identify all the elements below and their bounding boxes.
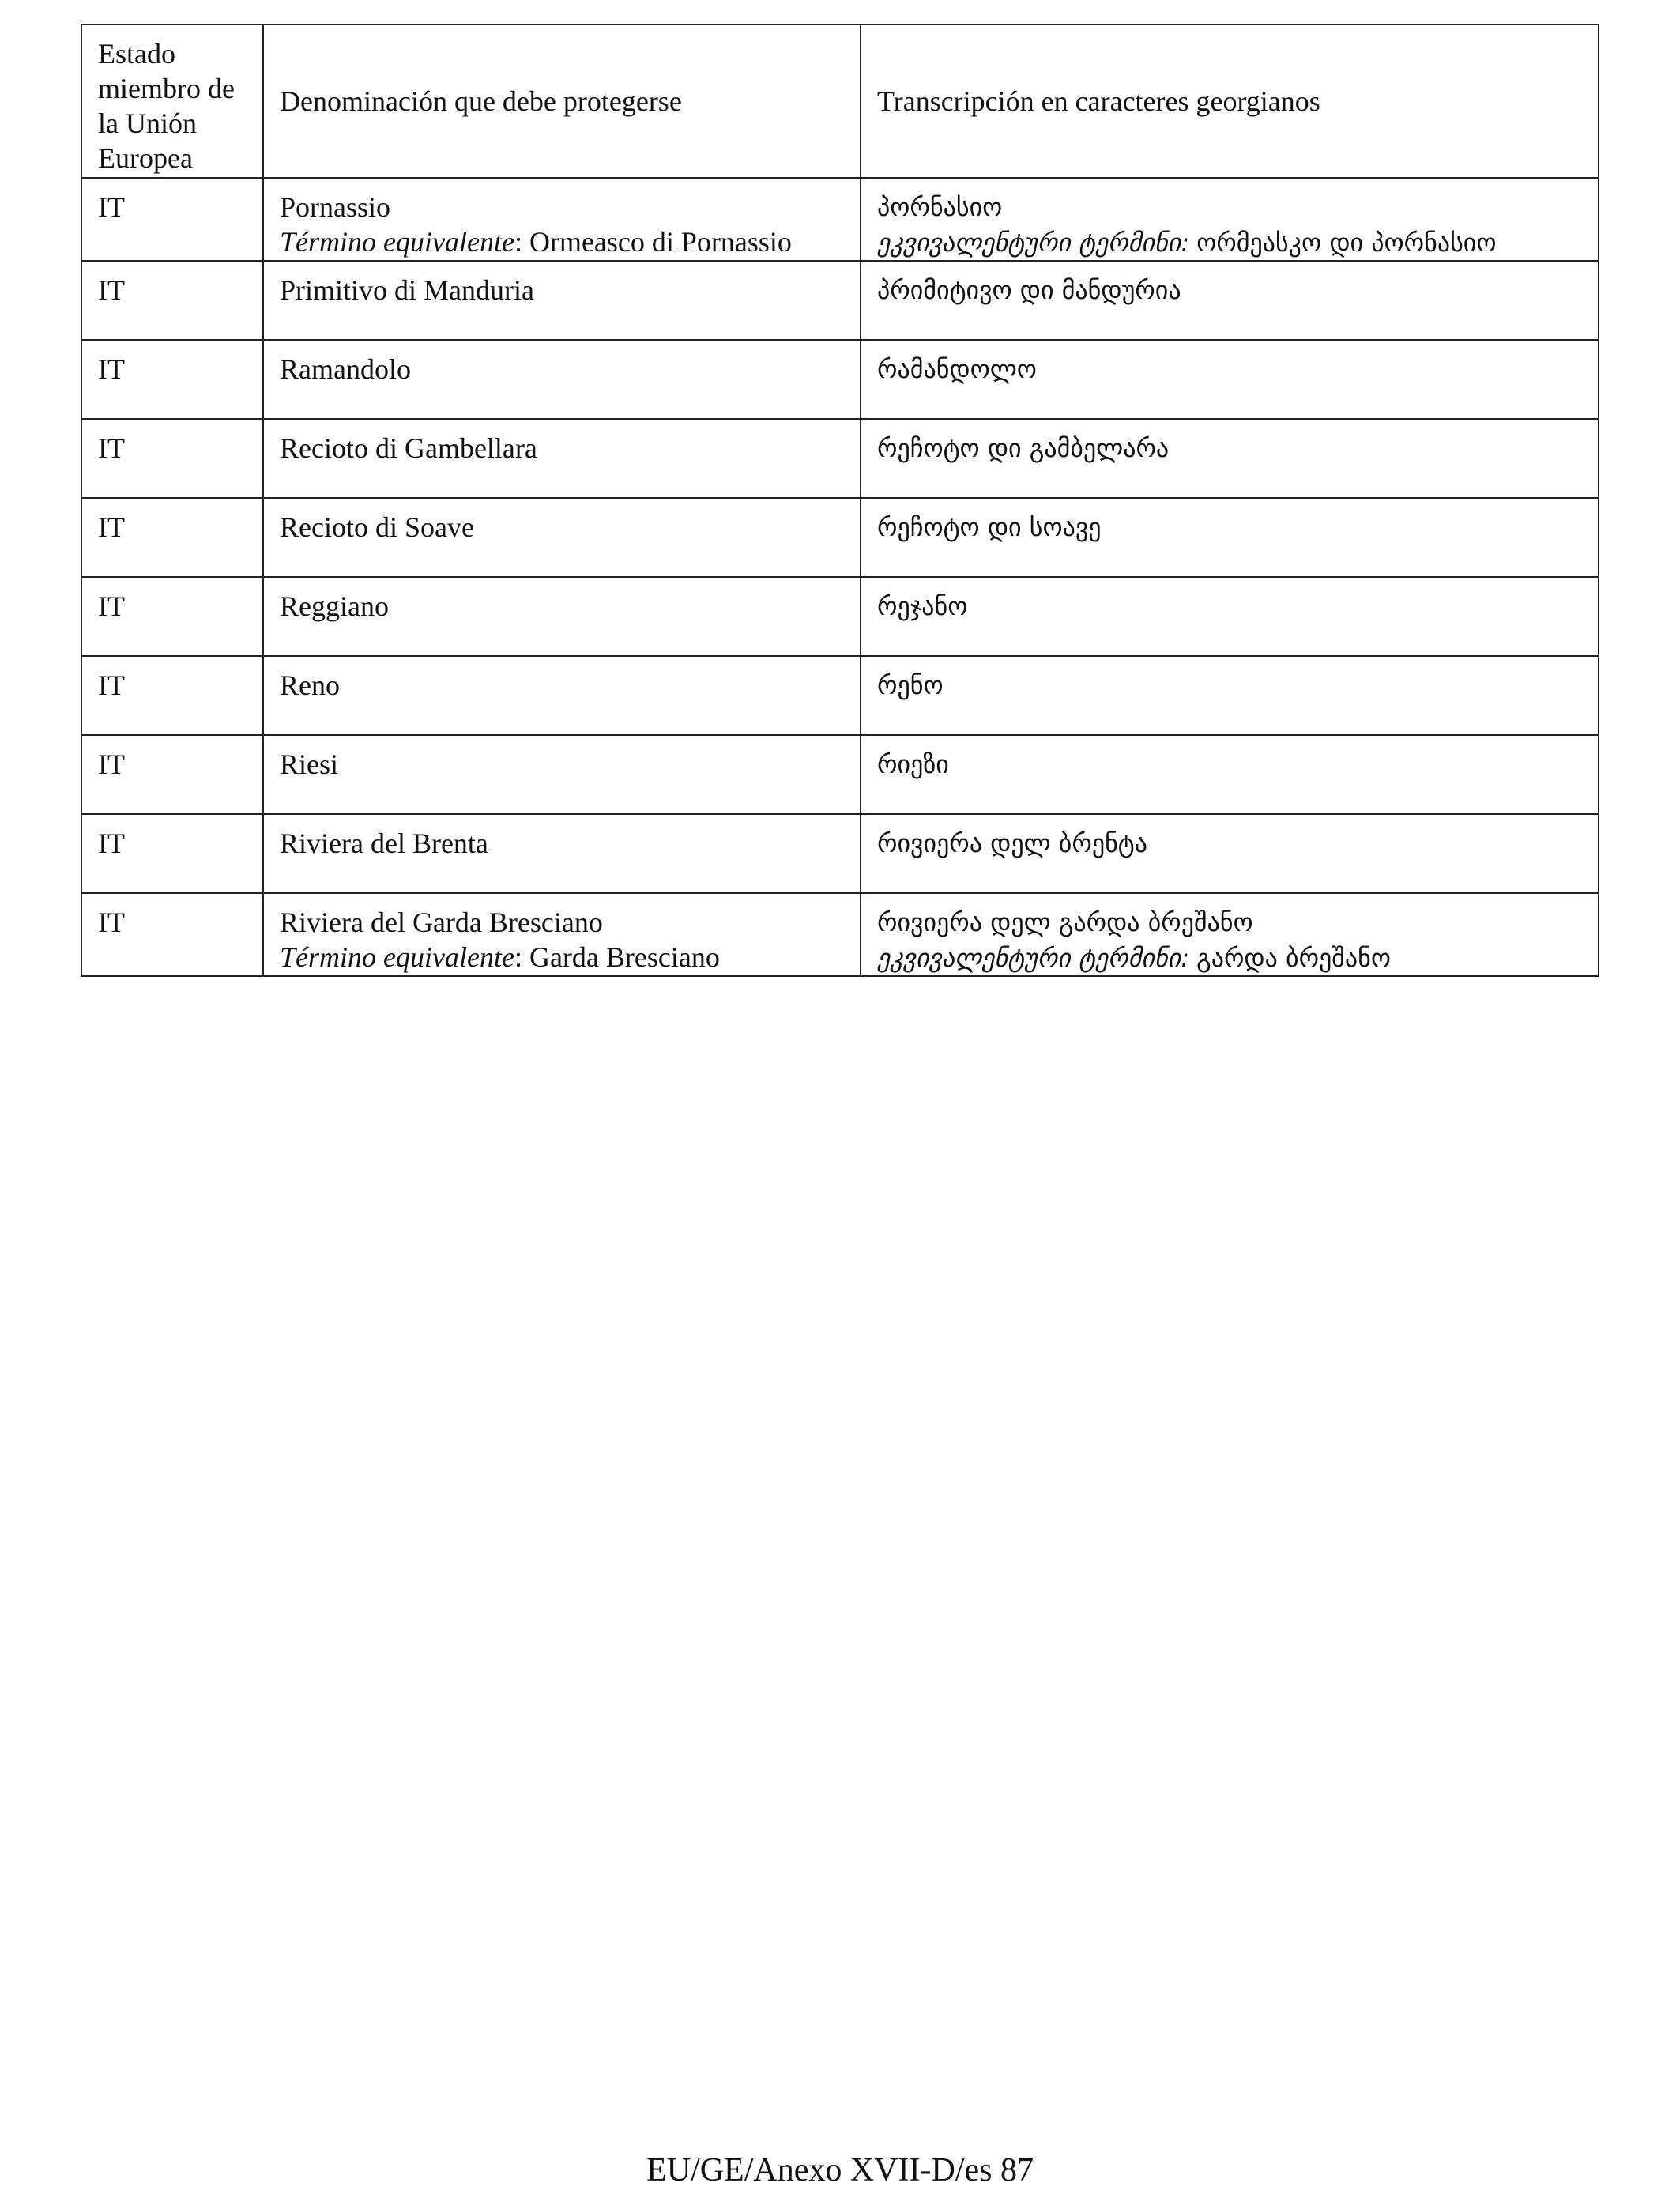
equivalent-line: Término equivalente: Ormeasco di Pornassio	[280, 226, 792, 258]
table-row	[81, 419, 1599, 498]
cell-transcription	[861, 178, 1599, 261]
cell-name: Reno	[263, 656, 861, 735]
cell-transcription	[861, 893, 1599, 976]
cell-state: IT	[81, 419, 263, 498]
cell-name: Riviera del Brenta	[263, 814, 861, 893]
denominations-table	[81, 24, 1599, 977]
cell-state: IT	[81, 340, 263, 419]
cell-name	[263, 893, 861, 976]
equivalent-label-ka: ეკვივალენტური ტერმინი:	[877, 228, 1190, 258]
cell-name: Ramandolo	[263, 340, 861, 419]
page-footer-reference: EU/GE/Anexo XVII-D/es 87	[646, 2152, 1034, 2188]
name-text: Pornassio	[280, 191, 391, 223]
name-text: Riviera del Garda Bresciano	[280, 907, 603, 938]
table-row	[81, 814, 1599, 893]
table-row	[81, 735, 1599, 814]
cell-name: Riesi	[263, 735, 861, 814]
equivalent-term: Ormeasco di Pornassio	[529, 226, 792, 258]
cell-name: Reggiano	[263, 577, 861, 656]
header-state-line: Europea	[98, 142, 193, 174]
header-state-line: miembro de	[98, 73, 235, 104]
equivalent-line-ka	[877, 940, 1584, 975]
header-transcription: Transcripción en caracteres georgianos	[861, 25, 1599, 178]
cell-transcription: რამანდოლო	[861, 340, 1599, 419]
cell-state: IT	[81, 577, 263, 656]
cell-state: IT	[81, 261, 263, 340]
header-name: Denominación que debe protegerse	[263, 25, 861, 178]
table-row	[81, 498, 1599, 577]
equivalent-line: Término equivalente: Garda Bresciano	[280, 941, 720, 973]
table-header-row	[81, 25, 1599, 178]
header-state-line: Estado	[98, 38, 175, 70]
equivalent-term: Garda Bresciano	[529, 941, 720, 973]
cell-name: Recioto di Gambellara	[263, 419, 861, 498]
cell-state: IT	[81, 656, 263, 735]
equivalent-label: Término equivalente	[280, 226, 514, 258]
equivalent-label-ka: ეკვივალენტური ტერმინი:	[877, 943, 1190, 973]
cell-transcription: პრიმიტივო დი მანდურია	[861, 261, 1599, 340]
cell-state: IT	[81, 178, 263, 261]
table-row	[81, 178, 1599, 261]
equivalent-term-ka: გარდა ბრეშანო	[1196, 943, 1391, 973]
cell-state: IT	[81, 814, 263, 893]
equivalent-term-ka: ორმეასკო დი პორნასიო	[1196, 228, 1497, 258]
header-state-line: la Unión	[98, 107, 197, 139]
cell-state: IT	[81, 893, 263, 976]
cell-transcription: რენო	[861, 656, 1599, 735]
table-row	[81, 656, 1599, 735]
equivalent-label: Término equivalente	[280, 941, 514, 973]
cell-state: IT	[81, 498, 263, 577]
transcription-text: რივიერა დელ გარდა ბრეშანო	[877, 907, 1253, 937]
cell-transcription: რიეზი	[861, 735, 1599, 814]
table-row	[81, 261, 1599, 340]
table-row	[81, 577, 1599, 656]
cell-name: Primitivo di Manduria	[263, 261, 861, 340]
cell-state: IT	[81, 735, 263, 814]
cell-transcription: რეჩოტო დი გამბელარა	[861, 419, 1599, 498]
header-state	[81, 25, 263, 178]
cell-transcription: რეჯანო	[861, 577, 1599, 656]
cell-transcription: რეჩოტო დი სოავე	[861, 498, 1599, 577]
cell-transcription: რივიერა დელ ბრენტა	[861, 814, 1599, 893]
equivalent-line-ka	[877, 224, 1584, 260]
table-row	[81, 340, 1599, 419]
transcription-text: პორნასიო	[877, 192, 1003, 222]
cell-name: Recioto di Soave	[263, 498, 861, 577]
table-row	[81, 893, 1599, 976]
cell-name	[263, 178, 861, 261]
